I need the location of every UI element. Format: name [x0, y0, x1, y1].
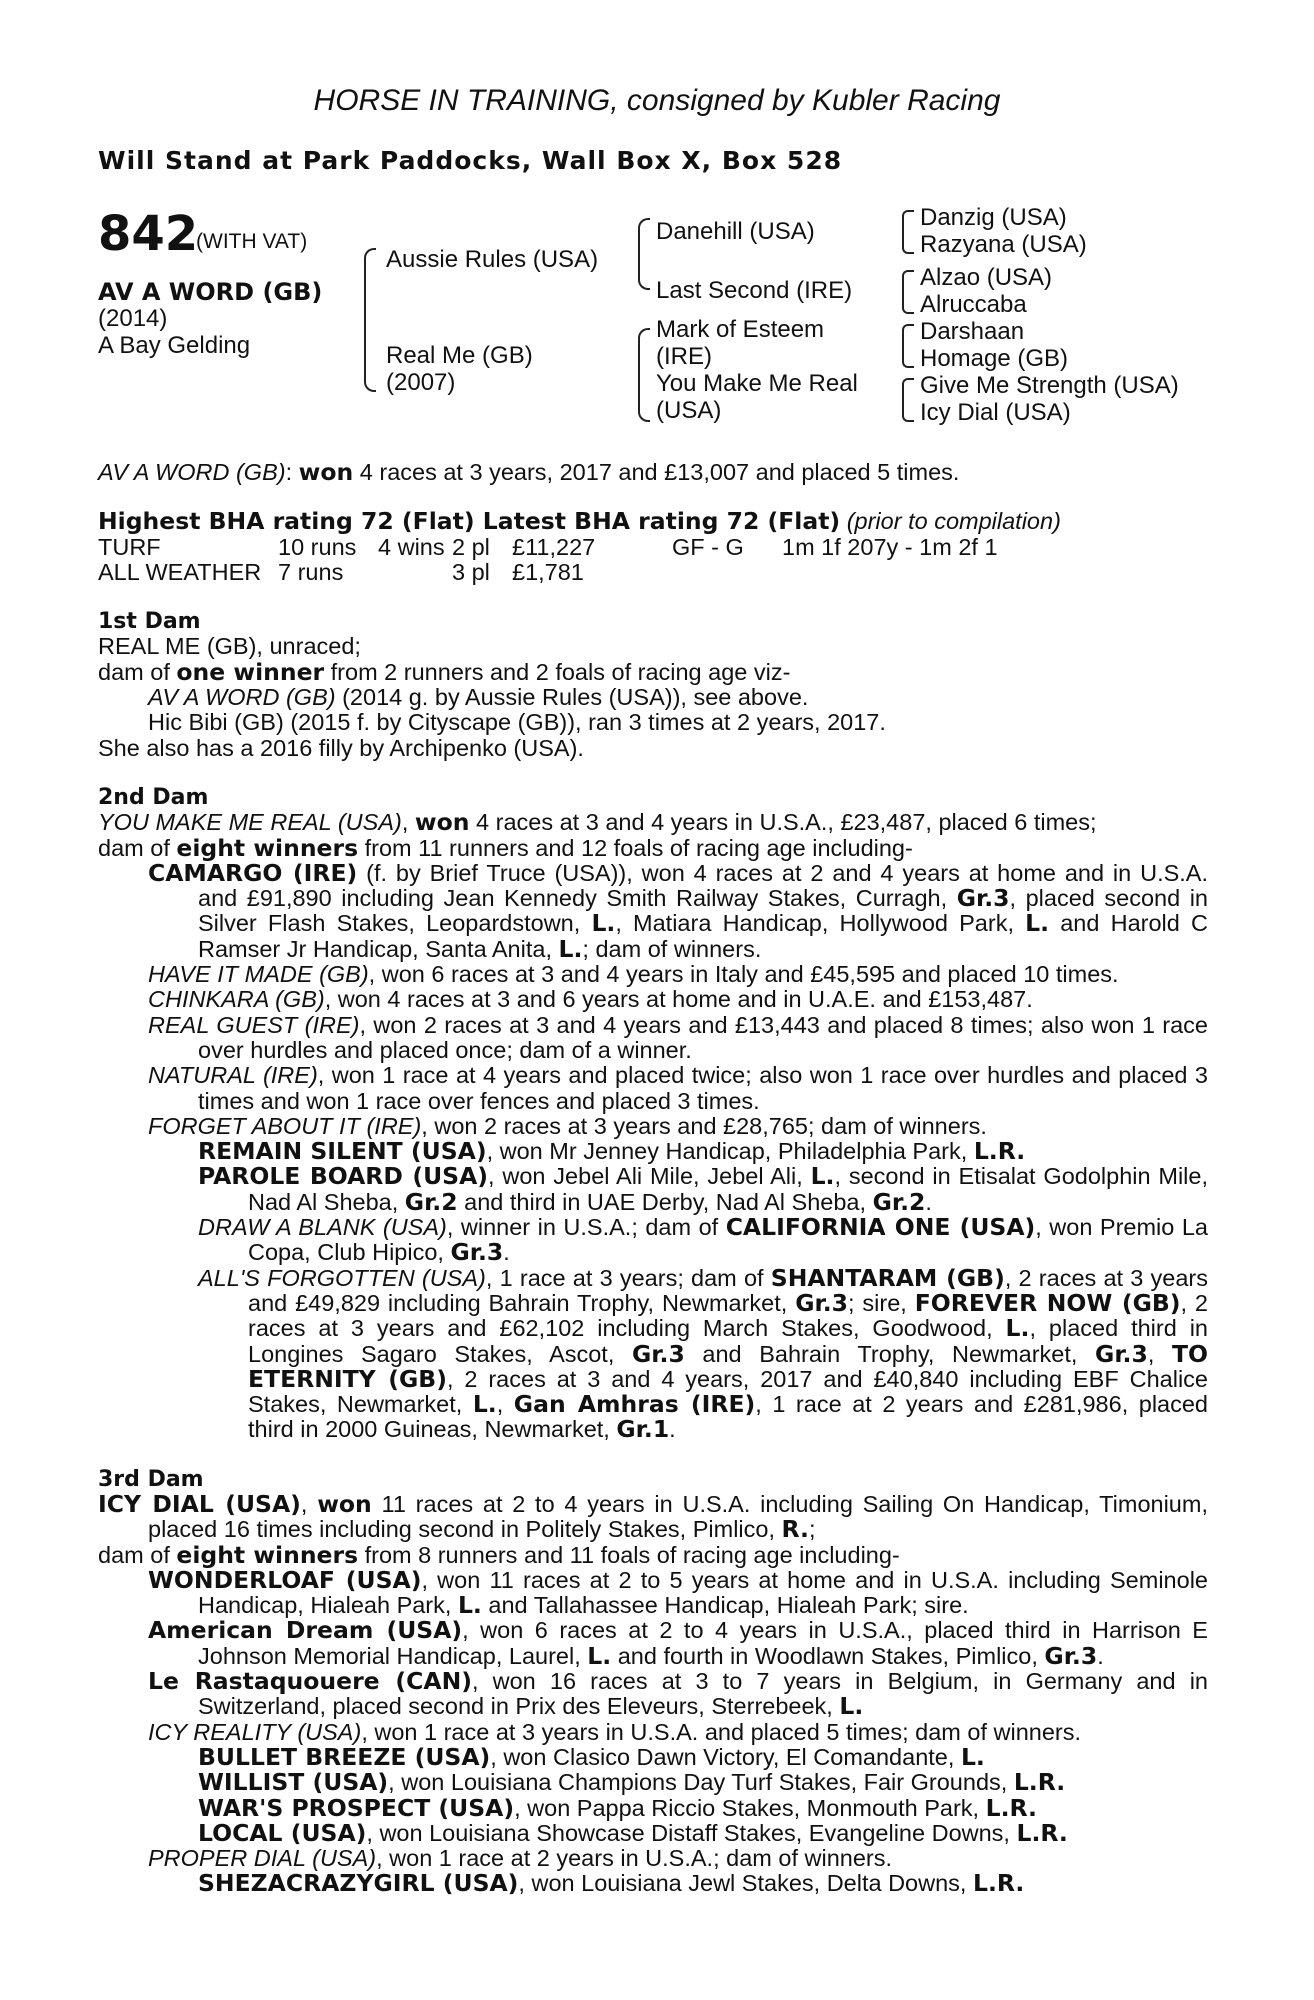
produce-entry: CHINKARA (GB), won 4 races at 3 and 6 years at home and in U.A.E. and £153,487. [148, 986, 1033, 1013]
horse-name: AV A WORD (GB) [98, 278, 323, 306]
dam-dam: You Make Me Real [656, 370, 858, 397]
vat-note: (WITH VAT) [196, 230, 308, 253]
catalogue-title: HORSE IN TRAINING, consigned by Kubler Racing [313, 84, 1001, 117]
dam-sire: Mark of Esteem [656, 316, 825, 343]
produce-entry: WAR'S PROSPECT (USA), won Pappa Riccio Stakes, Monmouth Park, L.R. [198, 1793, 1037, 1822]
ds-sire: Darshaan [920, 318, 1025, 345]
dam-year: (2007) [386, 369, 456, 396]
produce-entry: NATURAL (IRE), won 1 race at 4 years and placed twice; also won 1 race over hurdles and placed 3 times and won 1 race over fences and placed 3 times. [148, 1062, 1208, 1114]
second-dam-produce: dam of eight winners from 11 runners and 12 foals of racing age including- [98, 833, 913, 862]
produce-entry: HAVE IT MADE (GB), won 6 races at 3 and 4 years in Italy and £45,595 and placed 10 times. [148, 961, 1119, 988]
ss-sire: Danzig (USA) [920, 204, 1067, 231]
pedigree-bracket [364, 248, 376, 392]
pedigree-bracket [638, 328, 650, 422]
dam: Real Me (GB) [386, 342, 533, 369]
ss-dam: Razyana (USA) [920, 231, 1087, 258]
horse-description: A Bay Gelding [98, 332, 251, 359]
produce-entry: AV A WORD (GB) (2014 g. by Aussie Rules (USA)), see above. [148, 684, 809, 711]
sire: Aussie Rules (USA) [386, 246, 599, 273]
sire-dam: Last Second (IRE) [656, 277, 853, 304]
sire-sire: Danehill (USA) [656, 218, 815, 245]
stand-location: Will Stand at Park Paddocks, Wall Box X, Box 528 [98, 146, 843, 175]
produce-entry: PROPER DIAL (USA), won 1 race at 2 years in U.S.A.; dam of winners. [148, 1845, 893, 1872]
dam-dam-suffix: (USA) [656, 397, 722, 424]
pedigree-bracket [902, 378, 914, 422]
produce-entry: BULLET BREEZE (USA), won Clasico Dawn Victory, El Comandante, L. [198, 1742, 985, 1771]
third-dam-heading: 3rd Dam [98, 1466, 204, 1492]
first-dam-line: REAL ME (GB), unraced; [98, 633, 361, 660]
produce-entry: American Dream (USA), won 6 races at 2 to 4 years in U.S.A., placed third in Harrison E Johnson Memorial Handicap, Laurel, L. and fourth in Woodlawn Stakes, Pimlico, Gr.3. [148, 1616, 1208, 1670]
produce-entry: CAMARGO (IRE) (f. by Brief Truce (USA)), won 4 races at 2 and 4 years at home and in U.S.A. and £91,890 including Jean Kennedy Smith Railway Stakes, Curragh, Gr.3, placed second in Silver Flash Stakes, Leopardstown, L., Matiara Handicap, Hollywood Park, L. and Harold C Ramser Jr Handicap, Santa Anita, L.; dam of winners. [148, 858, 1209, 963]
dd-sire: Give Me Strength (USA) [920, 372, 1179, 399]
produce-entry: PAROLE BOARD (USA), won Jebel Ali Mile, Jebel Ali, L., second in Etisalat Godolphin Mile, Nad Al Sheba, Gr.2 and third in UAE Derby, Nad Al Sheba, Gr.2. [198, 1162, 1208, 1216]
second-dam-line: YOU MAKE ME REAL (USA), won 4 races at 3 and 4 years in U.S.A., £23,487, placed 6 times; [98, 808, 1097, 837]
produce-entry: WONDERLOAF (USA), won 11 races at 2 to 5 years at home and in U.S.A. including Seminole Handicap, Hialeah Park, L. and Tallahassee Handicap, Hialeah Park; sire. [148, 1565, 1208, 1620]
race-summary: AV A WORD (GB): won 4 races at 3 years, 2017 and £13,007 and placed 5 times. [98, 458, 960, 486]
dd-dam: Icy Dial (USA) [920, 399, 1071, 426]
produce-entry: ALL'S FORGOTTEN (USA), 1 race at 3 years; dam of SHANTARAM (GB), 2 races at 3 years and £49,829 including Bahrain Trophy, Newmarket, Gr.3; sire, FOREVER NOW (GB), 2 races at 3 years and £62,102 including March Stakes, Goodwood, L., placed third in Longines Sagaro Stakes, Ascot, Gr.3 and Bahrain Trophy, Newmarket, Gr.3, TO ETERNITY (GB), 2 races at 3 and 4 years, 2017 and £40,840 including EBF Chalice Stakes, Newmarket, L., Gan Amhras (IRE), 1 race at 2 years and £281,986, placed third in 2000 Guineas, Newmarket, Gr.1. [198, 1263, 1209, 1444]
ds-dam: Homage (GB) [920, 345, 1069, 372]
foaling-year: (2014) [98, 305, 168, 332]
produce-entry: DRAW A BLANK (USA), winner in U.S.A.; dam of CALIFORNIA ONE (USA), won Premio La Copa, Club Hipico, Gr.3. [198, 1213, 1208, 1267]
dam-sire-suffix: (IRE) [656, 343, 712, 370]
produce-entry: ICY REALITY (USA), won 1 race at 3 years in U.S.A. and placed 5 times; dam of winners. [148, 1718, 1082, 1745]
ratings-row-turf: TURF 10 runs 4 wins 2 pl £11,227 GF - G 1m 1f 207y - 1m 2f 1 [98, 533, 998, 560]
pedigree-bracket [638, 218, 650, 290]
third-dam-produce: dam of eight winners from 8 runners and 11 foals of racing age including- [98, 1540, 900, 1569]
pedigree-bracket [902, 210, 914, 254]
third-dam-line: ICY DIAL (USA), won 11 races at 2 to 4 years in U.S.A. including Sailing On Handicap, Timonium, placed 16 times including second in Politely Stakes, Pimlico, R.; [98, 1489, 1208, 1544]
catalogue-body [98, 460, 1208, 1897]
first-dam-heading: 1st Dam [98, 609, 201, 635]
first-dam-produce: dam of one winner from 2 runners and 2 foals of racing age viz- [98, 657, 791, 686]
produce-entry: REMAIN SILENT (USA), won Mr Jenney Handicap, Philadelphia Park, L.R. [198, 1137, 1026, 1166]
sd-sire: Alzao (USA) [920, 264, 1053, 291]
produce-entry: LOCAL (USA), won Louisiana Showcase Distaff Stakes, Evangeline Downs, L.R. [198, 1818, 1068, 1847]
produce-entry: Hic Bibi (GB) (2015 f. by Cityscape (GB)), ran 3 times at 2 years, 2017. [148, 709, 886, 736]
sd-dam: Alruccaba [920, 291, 1027, 318]
pedigree-bracket [902, 270, 914, 314]
second-dam-heading: 2nd Dam [98, 784, 209, 810]
produce-entry: SHEZACRAZYGIRL (USA), won Louisiana Jewl Stakes, Delta Downs, L.R. [198, 1869, 1025, 1898]
ratings-row-aw: ALL WEATHER 7 runs 3 pl £1,781 [98, 558, 584, 585]
produce-entry: REAL GUEST (IRE), won 2 races at 3 and 4 years and £13,443 and placed 8 times; also won 1 race over hurdles and placed once; dam of a winner. [148, 1011, 1208, 1063]
pedigree-bracket [902, 324, 914, 368]
produce-entry: Le Rastaquouere (CAN), won 16 races at 3 to 7 years in Belgium, in Germany and in Switzerland, placed second in Prix des Eleveurs, Sterrebeek, L. [148, 1667, 1208, 1721]
produce-note: She also has a 2016 filly by Archipenko (USA). [98, 734, 584, 761]
ratings-heading: Highest BHA rating 72 (Flat) Latest BHA rating 72 (Flat) (prior to compilation) [98, 507, 1061, 536]
produce-entry: FORGET ABOUT IT (IRE), won 2 races at 3 years and £28,765; dam of winners. [148, 1112, 987, 1139]
produce-entry: WILLIST (USA), won Louisiana Champions Day Turf Stakes, Fair Grounds, L.R. [198, 1768, 1066, 1797]
lot-number: 842 [98, 206, 199, 262]
